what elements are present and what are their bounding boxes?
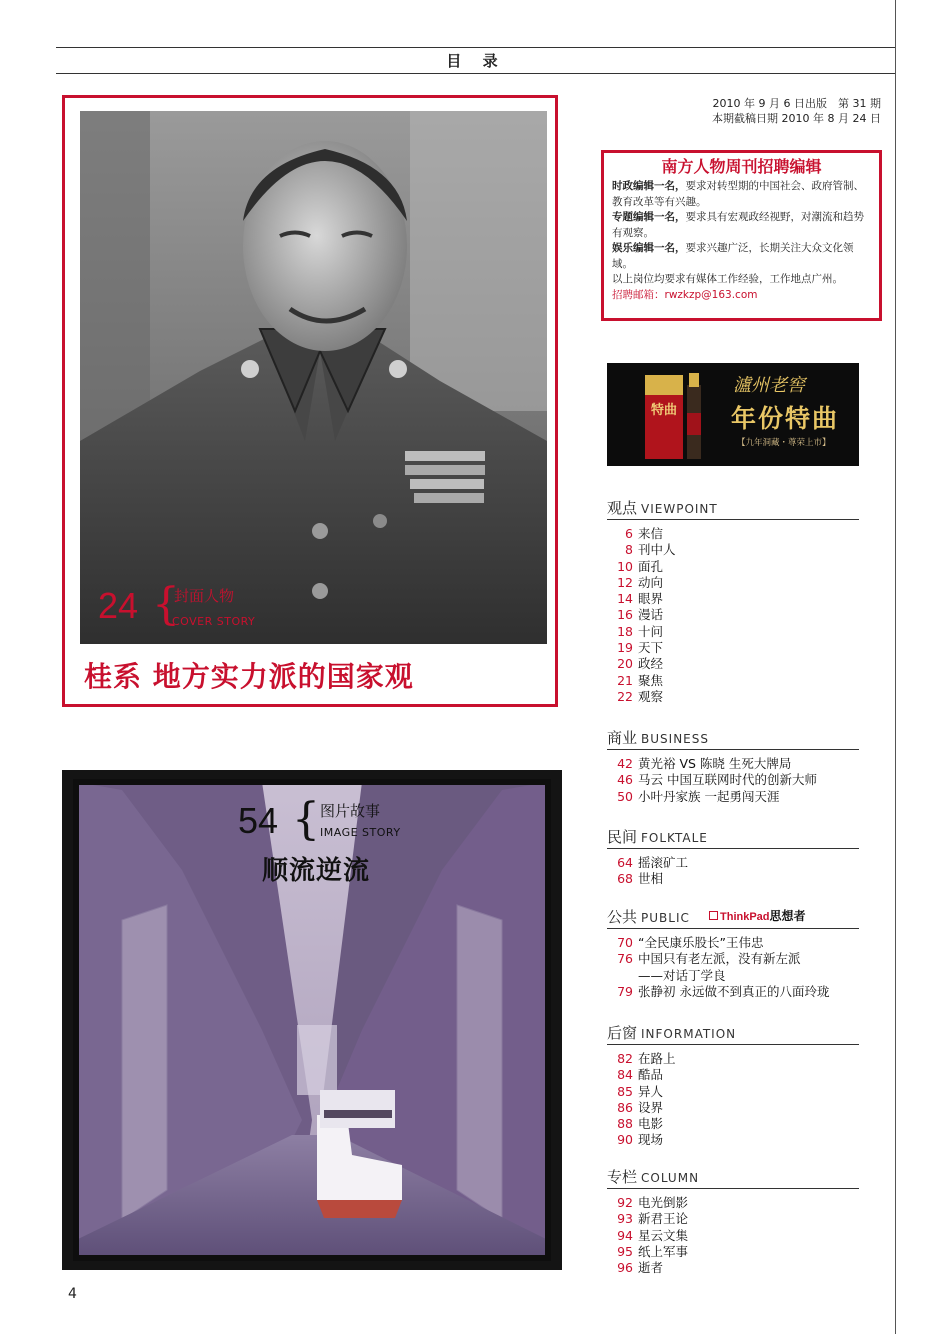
toc-entry-title: 设界: [638, 1099, 664, 1115]
toc-page-number: 68: [617, 871, 633, 887]
toc-entry-title: 现场: [638, 1132, 664, 1148]
toc-page-number: 82: [617, 1051, 633, 1066]
toc-entry-title: 酷品: [638, 1067, 664, 1083]
toc-entry[interactable]: [607, 1132, 859, 1148]
toc-section-column: [607, 1166, 859, 1276]
toc-page-number: 21: [617, 672, 633, 688]
toc-entry-title: 世相: [638, 871, 664, 887]
toc-page-number: 93: [617, 1211, 633, 1227]
toc-section-business: [607, 727, 859, 805]
toc-entry[interactable]: [607, 772, 859, 788]
toc-page-number: 64: [617, 855, 633, 870]
toc-page-number: [607, 968, 633, 984]
toc-entry[interactable]: [607, 542, 859, 558]
toc-entry-title: 新君王论: [638, 1211, 689, 1227]
toc-entry[interactable]: [607, 526, 859, 542]
cover-portrait-illustration: [80, 111, 547, 644]
toc-page-number: 96: [617, 1260, 633, 1276]
image-story-label-cn: 图片故事: [320, 802, 381, 820]
toc-entry[interactable]: [607, 1100, 859, 1116]
page-number: 4: [68, 1286, 77, 1302]
toc-page-number: 94: [617, 1227, 633, 1243]
toc-entry-title: 眼界: [638, 591, 664, 607]
toc-page-number: 90: [617, 1132, 633, 1148]
image-story-number: 54: [238, 800, 279, 841]
toc-entry-title: 面孔: [638, 558, 664, 574]
recruitment-box: [601, 150, 882, 321]
toc-page-number: 22: [617, 688, 633, 704]
right-margin-rule: [895, 0, 896, 1334]
toc-page-number: 16: [617, 607, 633, 623]
header-top-rule: [56, 47, 896, 48]
toc-entry[interactable]: [607, 855, 859, 871]
toc-page-number: 10: [617, 558, 633, 574]
toc-entry[interactable]: [607, 1116, 859, 1132]
ad-brand: 瀘州老窖: [733, 375, 805, 396]
toc-page-number: 76: [617, 951, 633, 967]
toc-entry[interactable]: [607, 559, 859, 575]
section-heading: 商业 BUSINESS: [607, 727, 859, 750]
toc-entry[interactable]: [607, 1260, 859, 1276]
toc-entry[interactable]: [607, 935, 859, 951]
toc-entry[interactable]: [607, 689, 859, 705]
toc-entry-title: 摇滚矿工: [638, 855, 689, 870]
toc-entry-title: 刊中人: [638, 542, 676, 558]
cover-photo[interactable]: [80, 111, 547, 644]
toc-entry-title: 天下: [638, 640, 664, 656]
toc-page-number: 95: [617, 1243, 633, 1259]
image-story-label-en: IMAGE STORY: [320, 826, 401, 839]
toc-entry[interactable]: [607, 968, 859, 984]
cover-story-number: 24: [98, 585, 139, 626]
toc-entry[interactable]: [607, 756, 859, 772]
section-heading: 民间 FOLKTALE: [607, 826, 859, 849]
toc-page-number: 14: [617, 591, 633, 607]
toc-entry[interactable]: [607, 673, 859, 689]
image-story-photo[interactable]: [62, 770, 562, 1270]
toc-entry[interactable]: [607, 575, 859, 591]
toc-entry-title: 小叶丹家族 一起勇闯天涯: [638, 788, 780, 804]
toc-entry-title: 漫话: [638, 607, 664, 623]
toc-section-public: [607, 906, 859, 1000]
toc-entry-title: 来信: [638, 526, 664, 541]
toc-entry-title: 异人: [638, 1083, 664, 1099]
toc-entry-title: 星云文集: [638, 1227, 689, 1243]
toc-section-viewpoint: [607, 497, 859, 705]
toc-entry[interactable]: [607, 1084, 859, 1100]
section-heading: 后窗 INFORMATION: [607, 1022, 859, 1045]
toc-entry[interactable]: [607, 871, 859, 887]
toc-entry[interactable]: [607, 1228, 859, 1244]
toc-entry[interactable]: [607, 656, 859, 672]
toc-entry-title: 电光倒影: [638, 1195, 689, 1210]
toc-page-number: 50: [617, 788, 633, 804]
toc-entry-title: “全民康乐股长”王伟忠: [638, 935, 764, 950]
toc-entry-title: 纸上军事: [638, 1243, 689, 1259]
email-link[interactable]: rwzkzp@163.com: [664, 288, 758, 301]
header-bottom-rule: [56, 73, 896, 74]
toc-page-number: 84: [617, 1067, 633, 1083]
toc-entry[interactable]: [607, 624, 859, 640]
toc-entry[interactable]: [607, 1195, 859, 1211]
image-story-headline[interactable]: 顺流逆流: [262, 856, 371, 886]
sponsor-logo: ThinkPad思想者: [709, 907, 806, 924]
toc-entry[interactable]: [607, 1051, 859, 1067]
cover-story-label-en: COVER STORY: [172, 615, 256, 628]
toc-entry-title: 聚焦: [638, 672, 664, 688]
liquor-ad[interactable]: [607, 363, 859, 466]
section-heading: 公共 PUBLIC ThinkPad思想者: [607, 906, 859, 929]
issue-info: [712, 96, 881, 126]
toc-entry-title: 黄光裕 VS 陈晓 生死大牌局: [638, 756, 792, 771]
toc-entry-title: 观察: [638, 688, 664, 704]
toc-page-number: 92: [617, 1195, 633, 1210]
email-label: 招聘邮箱：: [612, 288, 665, 301]
recruitment-job: 娱乐编辑一名，要求兴趣广泛，长期关注大众文化领域。: [612, 242, 854, 270]
toc-entry-title: 动向: [638, 574, 664, 590]
toc-page-number: 8: [625, 542, 633, 558]
toc-entry-title: 中国只有老左派，没有新左派: [638, 951, 801, 967]
toc-page-number: 19: [617, 640, 633, 656]
section-heading: 专栏 COLUMN: [607, 1166, 859, 1189]
ad-tagline: 【九年洞藏・尊荣上市】: [737, 438, 831, 448]
toc-entry[interactable]: [607, 1211, 859, 1227]
toc-page-number: 18: [617, 623, 633, 639]
toc-page-number: 20: [617, 656, 633, 672]
toc-page-number: 85: [617, 1083, 633, 1099]
cover-story-headline[interactable]: 桂系 地方实力派的国家观: [84, 660, 414, 693]
toc-entry-title: 马云 中国互联网时代的创新大师: [638, 772, 817, 788]
toc-entry-title: 在路上: [638, 1051, 676, 1066]
recruitment-title: 南方人物周刊招聘编辑: [661, 157, 822, 176]
toc-page-number: 42: [617, 756, 633, 771]
toc-page-number: 79: [617, 983, 633, 999]
ad-box-label: 特曲: [650, 403, 677, 418]
toc-entry-title: 政经: [638, 656, 664, 672]
recruitment-job: 专题编辑一名，要求具有宏观政经视野，对潮流和趋势有观察。: [612, 211, 864, 239]
toc-page-number: 46: [617, 772, 633, 788]
canal-lock-illustration: [62, 770, 562, 1270]
recruitment-job: 时政编辑一名，要求对转型期的中国社会、政府管制、教育改革等有兴趣。: [612, 180, 864, 208]
cover-story-label-cn: 封面人物: [174, 587, 235, 605]
cover-story-brace: {: [152, 579, 180, 630]
toc-entry[interactable]: [607, 607, 859, 623]
toc-entry[interactable]: [607, 789, 859, 805]
toc-entry-title: 十问: [638, 623, 664, 639]
toc-entry[interactable]: [607, 1067, 859, 1083]
toc-page-number: 86: [617, 1099, 633, 1115]
toc-entry-title: 张静初 永远做不到真正的八面玲珑: [638, 983, 830, 999]
toc-page-number: 12: [617, 574, 633, 590]
toc-entry[interactable]: [607, 591, 859, 607]
toc-section-information: [607, 1022, 859, 1149]
toc-entry[interactable]: [607, 640, 859, 656]
toc-entry[interactable]: [607, 984, 859, 1000]
toc-entry[interactable]: [607, 951, 859, 967]
ad-product: 年份特曲: [731, 404, 840, 433]
toc-page-number: 70: [617, 935, 633, 950]
recruitment-note: 以上岗位均要求有媒体工作经验，工作地点广州。: [612, 273, 843, 285]
section-heading: 观点 VIEWPOINT: [607, 497, 859, 520]
issue-date: 2010 年 9 月 6 日出版 第 31 期: [712, 97, 881, 110]
toc-entry-title: 电影: [638, 1116, 664, 1132]
image-story-brace: {: [292, 794, 320, 845]
page-title: 目 录: [446, 52, 506, 70]
recruitment-email-line: [612, 288, 871, 304]
deadline-date: 本期截稿日期 2010 年 8 月 24 日: [712, 112, 881, 125]
toc-entry-title: 逝者: [638, 1260, 664, 1276]
toc-entry[interactable]: [607, 1244, 859, 1260]
toc-page-number: 6: [625, 526, 633, 541]
toc-page-number: 88: [617, 1116, 633, 1132]
toc-entry-title: ——对话丁学良: [638, 967, 726, 983]
toc-section-folktale: [607, 826, 859, 888]
